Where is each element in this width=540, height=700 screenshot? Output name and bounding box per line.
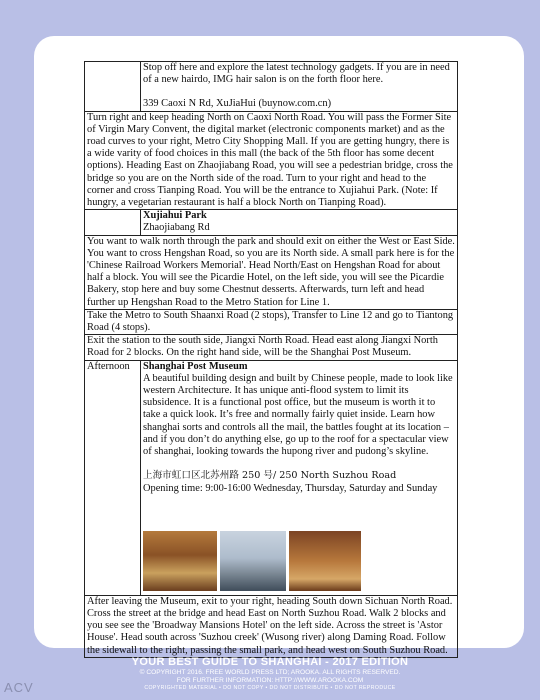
time-cell	[85, 62, 141, 112]
table-row	[85, 335, 458, 360]
table-row	[85, 62, 458, 112]
table-row	[85, 235, 458, 309]
time-cell: Afternoon	[85, 360, 141, 595]
footer-copyright: © COPYRIGHT 2016. FREE WORLD PRESS LTD; AROOKA. ALL RIGHTS RESERVED.	[139, 669, 401, 676]
directions: You want to walk north through the park and should exit on either the West or East Side. You want to cross Hengshan Road, so you are its North side. A small park here is for the 'Chinese Railroad Workers Memorial'. Head North/East on Hengshan Road for about half a block. You will see the Picardie Hotel, on the left side, you will see the Picardie Bakery, stop here and buy some Chestnut desserts. Afterwards, turn left and head further up Hengshan Road to the Metro Station for Line 1.	[85, 235, 458, 309]
address: Zhaojiabang Rd	[143, 222, 210, 234]
place-title: Shanghai Post Museum	[143, 360, 248, 372]
footer-info: FOR FURTHER INFORMATION: HTTP://WWW.AROOKA.COM	[176, 677, 364, 684]
content-cell	[141, 62, 458, 112]
content-cell	[141, 360, 458, 595]
museum-interior-photo	[143, 531, 217, 591]
skyline-river-photo	[220, 531, 286, 591]
address: 339 Caoxi N Rd, XuJiaHui (buynow.com.cn)	[143, 98, 332, 110]
description: A beautiful building design and built by Chinese people, made to look like western Architecture. It has unique anti-flood system to limit its subsidence. It is a functional post office, but the museum is worth it to take a quick look. It’s free and normally fairly quiet inside. Learn how shanghai sorts and controls all the mail, the battles fought at its location – and if you don’t do anything else, go up to the roof for a spectacular view of shanghai, looking towards the hupong river and pudong’s skyline.	[143, 372, 453, 458]
table-row	[85, 595, 458, 657]
opening-hours: Opening time: 9:00-16:00 Wednesday, Thursday, Saturday and Sunday	[143, 482, 438, 494]
photo-strip	[143, 531, 455, 591]
building-facade-photo	[289, 531, 361, 591]
table-row	[85, 111, 458, 210]
itinerary-table	[84, 61, 458, 658]
directions: Exit the station to the south side, Jiangxi North Road. Head east along Jiangxi North Road for 2 blocks. On the right hand side, will be the Shanghai Post Museum.	[85, 335, 458, 360]
footer-legal: COPYRIGHTED MATERIAL • DO NOT COPY • DO NOT DISTRIBUTE • DO NOT REPRODUCE	[144, 685, 396, 691]
footer-title: YOUR BEST GUIDE TO SHANGHAI - 2017 EDITION	[131, 656, 409, 668]
table-row	[85, 309, 458, 334]
description: Stop off here and explore the latest technology gadgets. If you are in need of a new hairdo, IMG hair salon is on the forth floor here.	[143, 62, 450, 86]
watermark: ACV	[4, 680, 34, 695]
directions: Take the Metro to South Shaanxi Road (2 stops), Transfer to Line 12 and go to Tiantong Road (4 stops).	[85, 309, 458, 334]
directions: After leaving the Museum, exit to your right, heading South down Sichuan North Road. Cross the street at the bridge and head East on North Suzhou Road. Walk 2 blocks and you see see the 'Broadway Mansions Hotel' on the left side. Across the street is 'Astor House'. Head south across 'Suzhou creek' (Wusong river) along Daming Road. Follow the sidewall to the right, passing the small park, and head west on South Suzhou Road.	[85, 595, 458, 657]
content-cell	[141, 210, 458, 235]
footer	[0, 656, 540, 692]
table-row	[85, 360, 458, 595]
time-cell	[85, 210, 141, 235]
place-title: Xujiahui Park	[143, 210, 207, 222]
address: 上海市虹口区北苏州路 250 号/ 250 North Suzhou Road	[143, 470, 397, 482]
table-row	[85, 210, 458, 235]
directions: Turn right and keep heading North on Caoxi North Road. You will pass the Former Site of Virgin Mary Convent, the digital market (electronic components market) and as the road curves to your right, Metro City Shopping Mall. If you are getting hungry, there is a wide varity of food choices in this mall (the back of the 5th floor has some decent options). Heading East on Zhaojiabang Road, you will see a pedestrian bridge, cross the bridge so you are on the North side of the road. Turn to your right and head to the corner and cross Tianping Road. You will be the entrance to Xujiahui Park. (Note: If hungry, a vegetarian restaurant is half a block North on Tianping Road).	[85, 111, 458, 210]
